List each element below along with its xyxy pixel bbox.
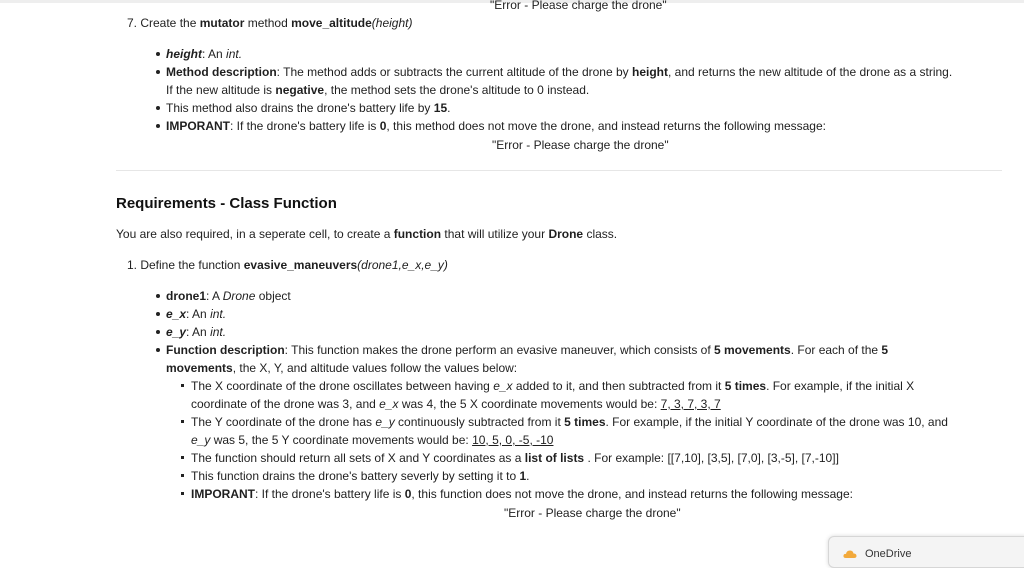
step7-heading: 7. Create the mutator method move_altitude(height)	[127, 16, 413, 30]
step1-function-description-line2: movements, the X, Y, and altitude values follow the values below:	[166, 361, 518, 375]
bullet-icon	[156, 294, 160, 298]
bullet-icon	[156, 312, 160, 316]
step7-height-param: height: An int.	[166, 47, 243, 61]
y-coordinate-rule-line2: e_y was 5, the 5 Y coordinate movements would be: 10, 5, 0, -5, -10	[191, 433, 554, 447]
step1-function-description: Function description: This function makes the drone perform an evasive maneuver, which consists of 5 movements. For each of the 5	[166, 343, 889, 357]
step1-heading: 1. Define the function evasive_maneuvers(drone1,e_x,e_y)	[127, 258, 448, 272]
return-rule: The function should return all sets of X and Y coordinates as a list of lists . For example: [[7,10], [3,5], [7,0], [3,-5], [7,-10]]	[191, 451, 839, 465]
square-bullet-icon	[181, 420, 184, 423]
step1-error-message: "Error - Please charge the drone"	[504, 506, 681, 520]
divider	[116, 170, 1002, 171]
step7-error-message: "Error - Please charge the drone"	[492, 138, 669, 152]
battery-rule: This function drains the drone's battery severly by setting it to 1.	[191, 469, 530, 483]
bullet-icon	[156, 348, 160, 352]
bullet-icon	[156, 52, 160, 56]
square-bullet-icon	[181, 384, 184, 387]
step1-ey-param: e_y: An int.	[166, 325, 227, 339]
x-coordinate-rule-line2: coordinate of the drone was 3, and e_x was 4, the 5 X coordinate movements would be: 7, 3, 7, 3, 7	[191, 397, 721, 411]
bullet-icon	[156, 70, 160, 74]
onedrive-icon	[843, 549, 857, 559]
section-intro: You are also required, in a seperate cell, to create a function that will utilize your Drone class.	[116, 227, 618, 241]
step7-battery-drain: This method also drains the drone's battery life by 15.	[166, 101, 451, 115]
step7-method-description-line2: If the new altitude is negative, the method sets the drone's altitude to 0 instead.	[166, 83, 590, 97]
onedrive-label: OneDrive	[865, 548, 912, 560]
step7-important: IMPORANT: If the drone's battery life is 0, this method does not move the drone, and instead returns the following message:	[166, 119, 826, 133]
step1-ex-param: e_x: An int.	[166, 307, 227, 321]
step1-important: IMPORANT: If the drone's battery life is 0, this function does not move the drone, and instead returns the following message:	[191, 487, 853, 501]
bullet-icon	[156, 330, 160, 334]
x-coordinate-rule: The X coordinate of the drone oscillates between having e_x added to it, and then subtracted from it 5 times. For example, if the initial X	[191, 379, 915, 393]
step1-drone1-param: drone1: A Drone object	[166, 289, 291, 303]
square-bullet-icon	[181, 492, 184, 495]
bullet-icon	[156, 124, 160, 128]
square-bullet-icon	[181, 474, 184, 477]
bullet-icon	[156, 106, 160, 110]
step7-method-description: Method description: The method adds or subtracts the current altitude of the drone by height, and returns the new altitude of the drone as a string.	[166, 65, 953, 79]
square-bullet-icon	[181, 456, 184, 459]
y-coordinate-rule: The Y coordinate of the drone has e_y continuously subtracted from it 5 times. For example, if the initial Y coordinate of the drone was 10, and	[191, 415, 948, 429]
top-error-message: "Error - Please charge the drone"	[490, 0, 667, 12]
onedrive-notification[interactable]	[828, 536, 1024, 568]
section-heading: Requirements - Class Function	[116, 195, 337, 212]
